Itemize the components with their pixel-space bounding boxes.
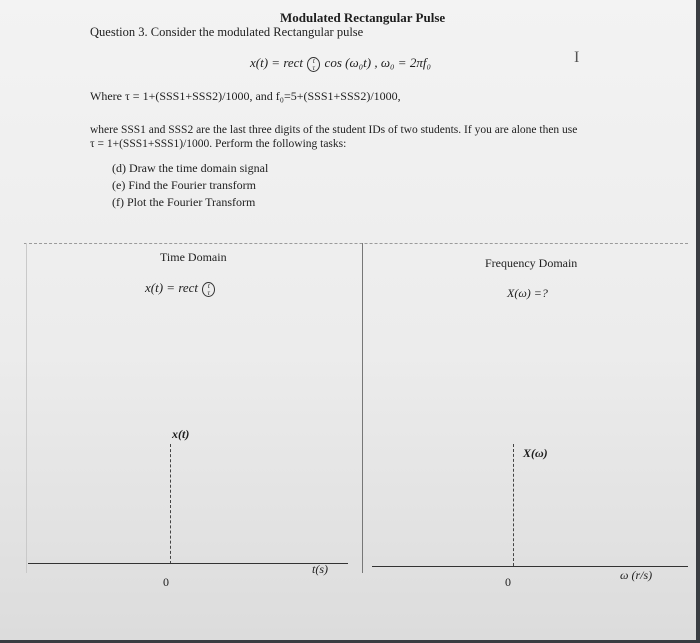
- frequency-domain-title: Frequency Domain: [485, 256, 578, 270]
- task-item: (e) Find the Fourier transform: [112, 178, 256, 192]
- time-x-axis: [28, 563, 348, 564]
- freq-x-axis: [372, 566, 688, 567]
- time-y-label: x(t): [172, 427, 190, 441]
- time-rect-fraction: [202, 282, 215, 297]
- frequency-domain-equation: X(ω) =?: [507, 286, 548, 300]
- time-y-axis: [170, 444, 171, 564]
- time-origin-label: 0: [163, 575, 169, 589]
- task-item: (f) Plot the Fourier Transform: [112, 195, 256, 209]
- question-line: Question 3. Consider the modulated Rectangular pulse: [90, 25, 364, 39]
- definition-line: Where τ = 1+(SSS1+SSS2)/1000, and f₀=5+(SSS1+SSS2)/1000,: [90, 89, 401, 103]
- task-item: (d) Draw the time domain signal: [112, 161, 269, 175]
- equation-lhs: x(t) = rect: [250, 55, 304, 70]
- freq-y-axis: [513, 444, 514, 566]
- time-domain-title: Time Domain: [160, 250, 227, 264]
- equation-rest: cos (ω₀t) , ω₀ = 2πf₀: [324, 55, 431, 70]
- panel-divider: [362, 243, 363, 573]
- page-title: Modulated Rectangular Pulse: [280, 10, 446, 25]
- instruction-line: where SSS1 and SSS2 are the last three digits of the student IDs of two students. If you are alone then use: [90, 124, 578, 136]
- plot-box-top-border: [24, 243, 688, 244]
- freq-origin-label: 0: [505, 575, 511, 589]
- freq-x-label: ω (r/s): [620, 568, 653, 582]
- time-domain-equation: [145, 280, 216, 297]
- frac-numerator: t: [312, 56, 315, 65]
- rect-fraction: [307, 57, 320, 72]
- instruction-line-2: τ = 1+(SSS1+SSS1)/1000. Perform the following tasks:: [90, 138, 347, 150]
- frac-denominator: τ: [312, 63, 316, 72]
- time-x-label: t(s): [312, 562, 328, 576]
- frac-denominator: τ: [207, 288, 211, 297]
- main-equation: [250, 55, 431, 72]
- freq-y-label: X(ω): [523, 446, 548, 460]
- text-cursor-icon: I: [574, 49, 580, 66]
- plot-box-left-border: [26, 243, 27, 573]
- time-eq-lhs: x(t) = rect: [145, 280, 199, 295]
- frac-numerator: t: [207, 281, 210, 290]
